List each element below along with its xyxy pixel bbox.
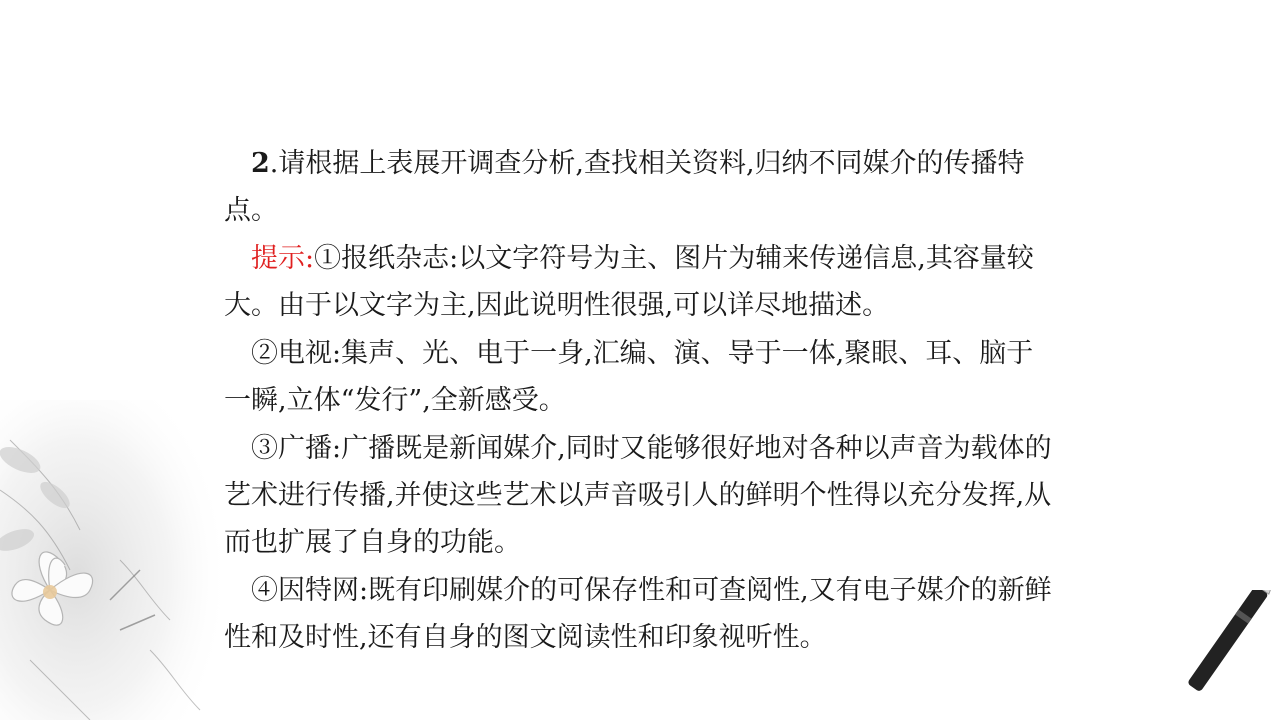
hint-paragraph-2 <box>224 330 1054 424</box>
question-text: .请根据上表展开调查分析,查找相关资料,归纳不同媒介的传播特点。 <box>224 148 1025 226</box>
hint-label: 提示: <box>251 243 315 274</box>
brush-pen-decoration <box>1170 590 1280 720</box>
hint-paragraph-1 <box>224 235 1054 329</box>
hint-paragraph-4 <box>224 567 1054 661</box>
ink-flower-decoration <box>0 400 220 720</box>
hint-paragraph-3 <box>224 425 1054 566</box>
hint-item-internet: ④因特网:既有印刷媒介的可保存性和可查阅性,又有电子媒介的新鲜性和及时性,还有自身的图文阅读性和印象视听性。 <box>224 575 1052 653</box>
question-number: 2 <box>251 148 270 179</box>
question-paragraph <box>224 140 1054 234</box>
question-content <box>224 140 1054 661</box>
hint-item-newspaper: ①报纸杂志:以文字符号为主、图片为辅来传递信息,其容量较大。由于以文字为主,因此说明性很强,可以详尽地描述。 <box>224 243 1034 321</box>
hint-item-radio: ③广播:广播既是新闻媒介,同时又能够很好地对各种以声音为载体的艺术进行传播,并使这些艺术以声音吸引人的鲜明个性得以充分发挥,从而也扩展了自身的功能。 <box>224 433 1052 558</box>
hint-item-tv: ②电视:集声、光、电于一身,汇编、演、导于一体,聚眼、耳、脑于一瞬,立体“发行”,全新感受。 <box>224 338 1034 416</box>
